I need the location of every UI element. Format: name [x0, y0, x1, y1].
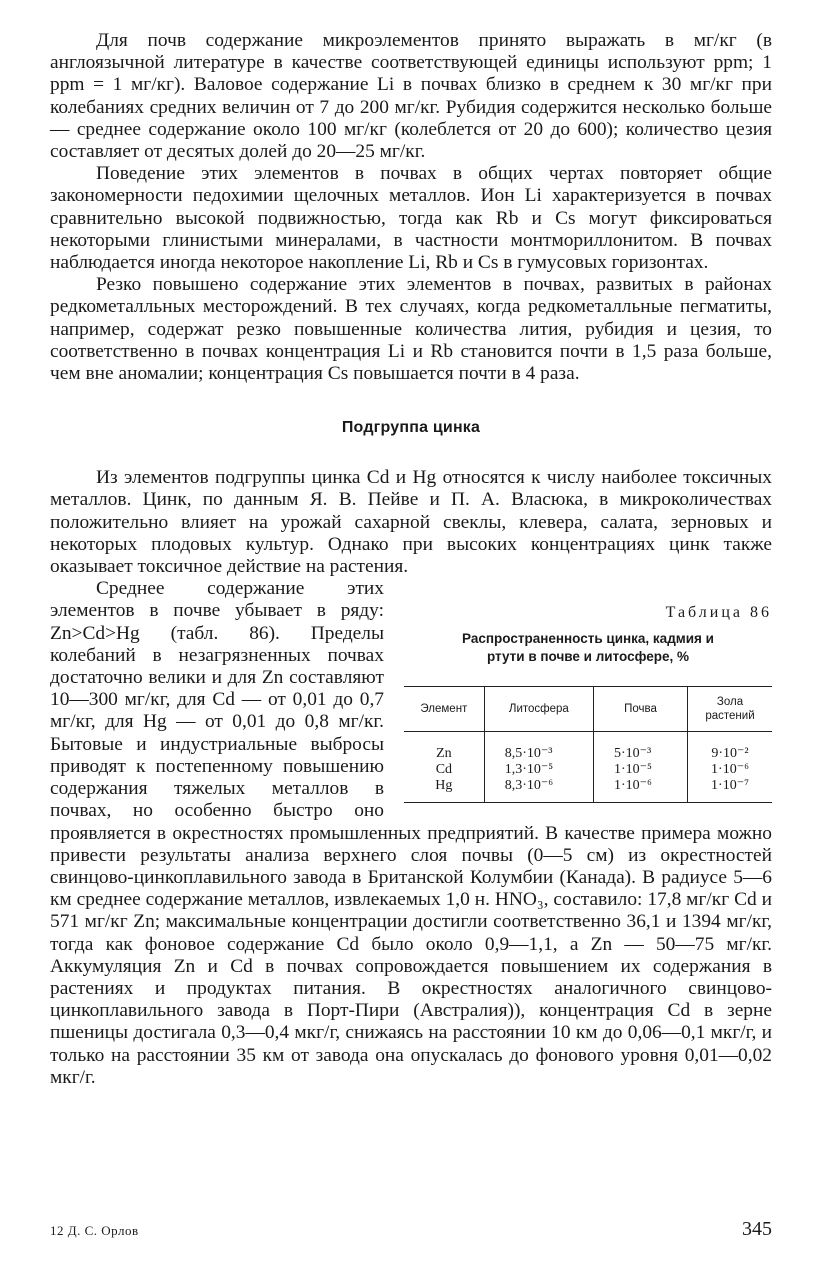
data-table	[404, 686, 772, 803]
page-number: 345	[742, 1218, 772, 1240]
page-footer	[50, 1218, 772, 1241]
column-header-lithosphere: Литосфера	[484, 687, 593, 732]
table-title-line: Распространенность цинка, кадмия и	[462, 631, 714, 647]
section-title: Подгруппа цинка	[341, 419, 481, 437]
table-cell: 1·10⁻⁶	[593, 778, 687, 803]
table-cell: 5·10⁻³	[593, 732, 687, 763]
table-cell: 1·10⁻⁵	[593, 762, 687, 778]
paragraph: Поведение этих элементов в почвах в общих чертах повторяет общие закономерности педохимии щелочных металлов. Ион Li характеризуется в почвах сравнительно высокой подвижностью, тогда как Rb и Cs могут фиксироваться некоторыми глинистыми минералами, в частности монтмориллонитом. В почвах наблюдается иногда некоторое накопление Li, Rb и Cs в гумусовых горизонтах.	[50, 163, 772, 274]
paragraph: Среднее содержание этих элементов в почве убывает в ряду: Zn>Cd>Hg (табл. 86). Пределы колебаний в незагрязненных почвах достаточно велики и для Zn составляют 10—300 мг/кг, для Cd — от 0,01 до 0,7 мг/кг, для Hg — от 0,01 до 0,8 мг/кг. Бытовые и индустриальные выбросы приводят к постепенному повышению содержания тяжелых металлов в почвах, но особенно быстро оно проявляется в окрестностях промышленных предприятий. В качестве примера можно привести результаты анализа верхнего слоя почвы (0—5 см) из окрестностей свинцово-цинкоплавильного завода в Британской Колумбии (Канада). В радиусе 5—6 км среднее содержание металлов, извлекаемых 1,0 н. HNO₃, составило: 17,8 мг/кг Cd и 571 мг/кг Zn; максимальные концентрации достигли соответственно 36,1 и 1394 мг/кг, тогда как фоновое содержание Cd было около 0,9—1,1, а Zn — 50—75 мг/кг. Аккумуляция Zn и Cd в почвах сопровождается повышением их содержания в растениях и продуктах питания. В окрестностях аналогичного свинцово-цинкоплавильного завода в Порт-Пири (Австралия)), концентрация Cd в зерне пшеницы достигала 0,3—0,4 мкг/г, снижаясь на расстоянии 10 км до 0,06—0,1 мкг/г, и только на расстоянии 35 км от завода она опускалась до фонового уровня 0,01—0,02 мкг/г.	[50, 578, 772, 1088]
table-cell: 8,5·10⁻³	[484, 732, 593, 763]
column-header-soil: Почва	[593, 687, 687, 732]
table-cell: Zn	[436, 746, 452, 762]
table-cell: 9·10⁻²	[688, 732, 773, 763]
table-row	[404, 762, 772, 778]
page-body	[50, 30, 772, 1089]
paragraph: Резко повышено содержание этих элементов в почвах, развитых в районах редкометалльных месторождений. В тех случаях, когда редкометалльные пегматиты, например, содержат резко повышенные количества лития, рубидия и цезия, то соответственно в почвах концентрация Li и Rb становится почти в 1,5 раза больше, чем вне аномалии; концентрация Cs повышается почти в 4 раза.	[50, 274, 772, 385]
table-cell: Hg	[404, 778, 484, 803]
table-caption: Таблица 86	[665, 604, 772, 622]
table-row	[404, 778, 772, 803]
table-cell: 1,3·10⁻⁵	[484, 762, 593, 778]
paragraph: Для почв содержание микроэлементов принято выражать в мг/кг (в англоязычной литературе в качестве соответствующей единицы используют ppm; 1 ppm = 1 мг/кг). Валовое содержание Li в почвах близко в среднем к 30 мг/кг при колебаниях средних величин от 7 до 200 мг/кг. Рубидия содержится несколько больше — среднее содержание около 100 мг/кг (колеблется от 20 до 600); количество цезия составляет от десятых долей до 20—25 мг/кг.	[50, 30, 772, 163]
column-header-plant-ash: Зола растений	[688, 687, 773, 732]
table-cell: 8,3·10⁻⁶	[484, 778, 593, 803]
table-row	[404, 732, 772, 763]
table-86	[404, 604, 772, 803]
table-cell: 1·10⁻⁶	[688, 762, 773, 778]
table-cell: Cd	[435, 762, 453, 778]
printer-signature: 12 Д. С. Орлов	[50, 1223, 139, 1238]
table-cell: 1·10⁻⁷	[688, 778, 773, 803]
paragraph: Из элементов подгруппы цинка Cd и Hg относятся к числу наиболее токсичных металлов. Цинк, по данным Я. В. Пейве и П. А. Власюка, в микроколичествах положительно влияет на урожай сахарной свеклы, клевера, салата, зерновых и некоторых плодовых культур. Однако при высоких концентрациях цинк также оказывает токсичное действие на растения.	[50, 467, 772, 578]
table-title-line: ртути в почве и литосфере, %	[486, 649, 690, 665]
table-title	[404, 630, 772, 666]
column-header-element: Элемент	[404, 687, 484, 732]
